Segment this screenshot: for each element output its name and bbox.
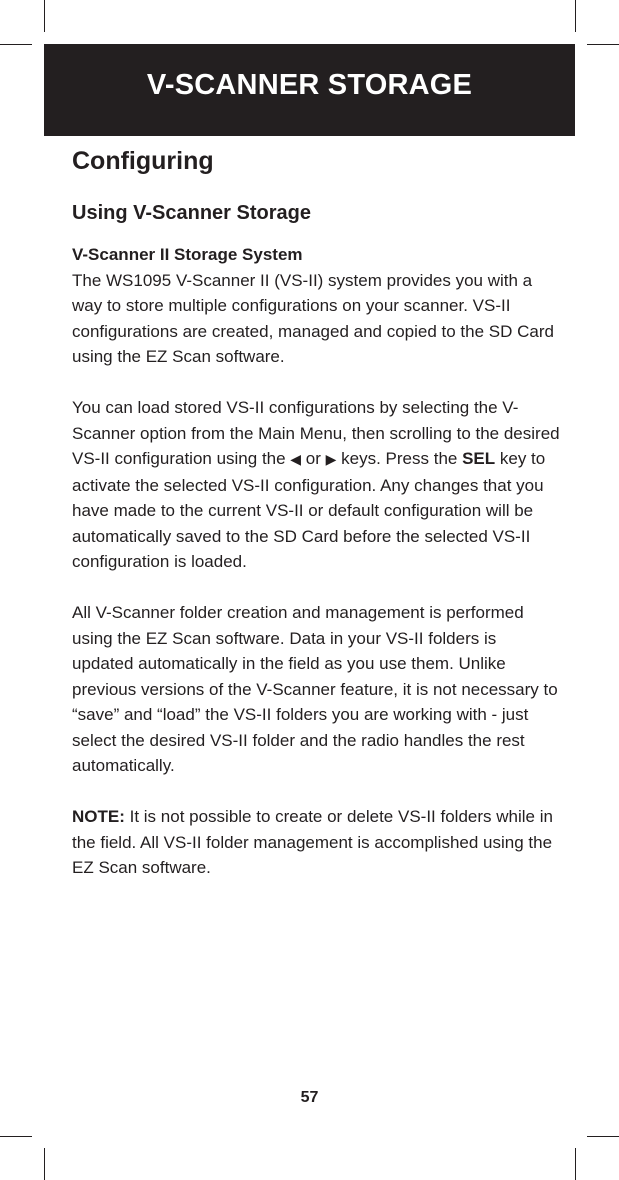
intro-paragraph [72,242,562,370]
content-heading: V-Scanner II Storage System [72,245,303,264]
note-paragraph [72,804,562,881]
paragraph-2-text-b: keys. Press the [336,449,463,468]
left-arrow-icon: ◀ [290,451,302,467]
paragraph-3: All V-Scanner folder creation and management is performed using the EZ Scan software. Data in your VS-II folders is updated automatically in the field as you use them. Unlike previous versions of the V-Scanner feature, it is not necessary to “save” and “load” the VS-II folders you are working with - just select the desired VS-II folder and the radio handles the rest automatically. [72,603,558,775]
crop-mark [44,0,45,32]
sel-key-label: SEL [462,449,496,468]
subsection-title: Using V-Scanner Storage [72,202,311,224]
crop-mark [575,1148,576,1180]
page-number: 57 [300,1089,319,1106]
page-title: V-SCANNER STORAGE [146,68,473,101]
crop-mark [0,1136,32,1137]
crop-mark [575,0,576,32]
note-label: NOTE: [72,807,125,826]
crop-mark [44,1148,45,1180]
paragraph-2-text-a: You can load stored VS-II configurations by selecting the V-Scanner option from the Main Menu, then scrolling to the desired VS-II configuration using the [72,398,560,468]
right-arrow-icon: ▶ [325,451,337,467]
crop-mark [587,44,619,45]
main-content [72,140,562,881]
paragraph-2-text-c: key to activate the selected VS-II configuration. Any changes that you have made to the current VS-II or default configuration will be automatically saved to the SD Card before the selected VS-II configuration is loaded. [72,449,546,571]
crop-mark [0,44,32,45]
note-text: It is not possible to create or delete VS-II folders while in the field. All VS-II folder management is accomplished using the EZ Scan software. [72,807,553,877]
paragraph-1-text: The WS1095 V-Scanner II (VS-II) system provides you with a way to store multiple configurations on your scanner. VS-II configurations are created, managed and copied to the SD Card using the EZ Scan software. [72,270,554,366]
header-band [44,44,575,136]
paragraph-2 [72,395,562,575]
crop-mark [587,1136,619,1137]
paragraph-2-or: or [301,449,326,468]
body-text [72,242,562,881]
section-title: Configuring [72,147,214,175]
